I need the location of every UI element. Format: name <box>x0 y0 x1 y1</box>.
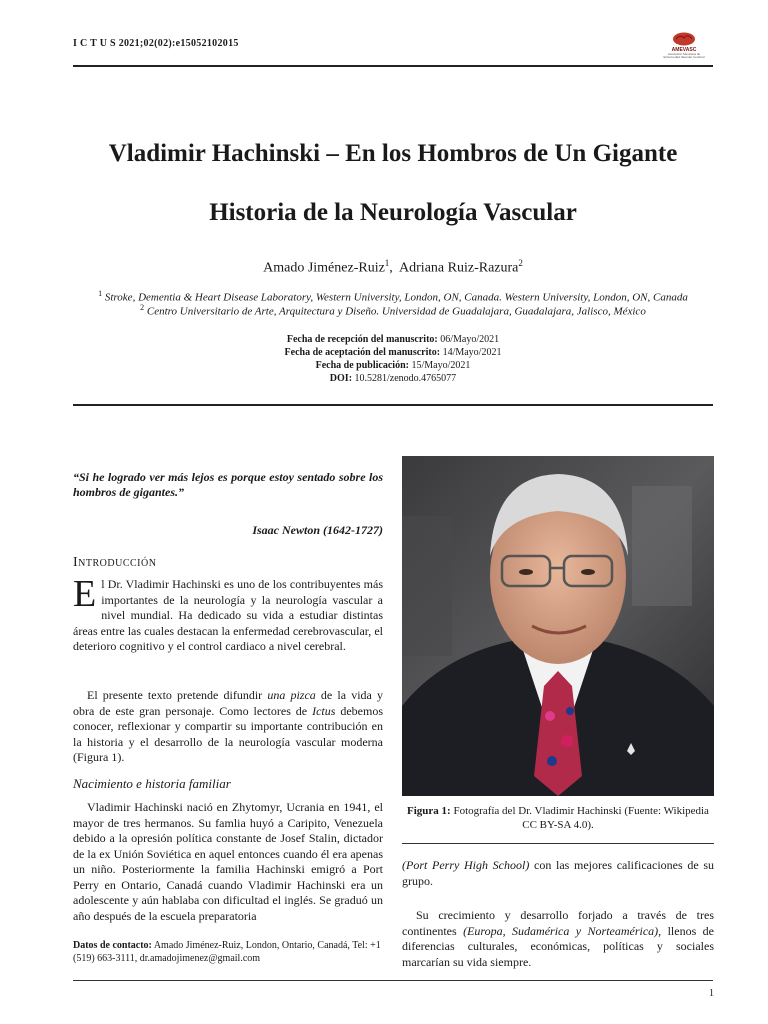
intro-text: l Dr. Vladimir Hachinski es uno de los contribuyentes más importantes de la neurología y la neurología vascular a nivel mundial. Ha dedicado su vida a estudiar distintas áreas entre las cuales destacan la enfermedad cerebrovascular, el deterioro cognitivo y el control cardiaco a nivel cerebral. <box>73 577 383 653</box>
logo-name: AMEVASC <box>671 47 697 53</box>
journal-header: I C T U S 2021;02(02):e15052102015 <box>73 38 239 49</box>
text-run: de la vida y obra de este gran personaje. Como lectores de <box>73 688 383 718</box>
portrait-photo <box>402 456 714 796</box>
author-name: Amado Jiménez-Ruiz <box>263 260 385 276</box>
doi-label: DOI: <box>329 373 353 384</box>
intro-paragraph-1 <box>73 573 383 655</box>
drop-cap: E <box>73 573 97 615</box>
birth-paragraph: Vladimir Hachinski nació en Zhytomyr, Ucrania en 1941, el mayor de tres hermanos. Su famlia huyó a Caripito, Venezuela debido a la opresión política constante de Josef Stalin, dictador de la ex Unión Soviética en aquel entonces cuando él era apenas un niño. Posteriormente la familia Hachinski emigró a Port Perry en Ontario, Canadá cuando Vladimir Hachinski era un adolescente y aún hablaba con dificultad el inglés. Se graduó un año después de la escuela preparatoria <box>73 800 383 923</box>
author-list: Amado Jiménez-Ruiz$^1$, Adriana Ruiz-Razura$^2$ <box>263 258 523 276</box>
text-run: El presente texto pretende difundir <box>87 688 268 702</box>
date-value: 15/Mayo/2021 <box>411 360 471 371</box>
contact-info <box>73 939 383 965</box>
affiliation-text: Stroke, Dementia & Heart Disease Laboratory, Western University, London, ON, Canada. Western University, London, ON, Canada <box>104 291 688 304</box>
affiliation <box>73 289 713 304</box>
text-run: , llenos de diferencias culturales, económicas, políticas y sociales marcarían su vida siempre. <box>402 923 714 969</box>
section-heading-intro: Introducción <box>73 555 157 570</box>
author-name: Adriana Ruiz-Razura <box>399 260 519 276</box>
footer-rule <box>73 980 713 981</box>
contact-text: Amado Jiménez-Ruiz, London, Ontario, Canadá, Tel: +1 (519) 663-3111, dr.amadojimenez@gmail.com <box>73 940 381 964</box>
figure-caption <box>402 804 714 832</box>
affiliation-sup: 1 <box>98 289 103 298</box>
text-run-italic: una pizca <box>267 688 316 702</box>
subsection-heading: Nacimiento e historia familiar <box>73 776 231 791</box>
epigraph-quote: “Si he logrado ver más lejos es porque estoy sentado sobre los hombros de gigantes.” <box>73 470 383 499</box>
text-run: Su crecimiento y desarrollo forjado a través de tres continentes <box>402 908 714 938</box>
figure-rule <box>402 843 714 844</box>
affiliation-text: Centro Universitario de Arte, Arquitectura y Diseño. Universidad de Guadalajara, Guadalajara, Jalisco, México <box>146 305 646 318</box>
portrait-illustration <box>402 456 714 796</box>
journal-logo <box>662 30 706 62</box>
logo-subtitle: Asociación Mexicana de Enfermedad Vascular Cerebral <box>663 52 705 59</box>
date-value: 14/Mayo/2021 <box>442 347 502 358</box>
affiliation-sup: 2 <box>140 303 145 312</box>
epigraph-author: Isaac Newton (1642-1727) <box>252 523 383 537</box>
text-run: con las mejores calificaciones de su grupo. <box>402 858 714 888</box>
contact-label: Datos de contacto: <box>73 940 152 951</box>
date-label: Fecha de aceptación del manuscrito: <box>284 347 441 358</box>
intro-paragraph-2 <box>73 688 383 766</box>
date-value: 06/Mayo/2021 <box>440 334 500 345</box>
right-paragraph-2 <box>402 908 714 970</box>
author-sup: 1 <box>384 258 390 268</box>
doi-link[interactable]: 10.5281/zenodo.4765077 <box>354 373 457 384</box>
affiliation <box>73 303 713 318</box>
article-title: Vladimir Hachinski – En los Hombros de Un Gigante <box>108 140 678 167</box>
page-number: 1 <box>709 988 714 999</box>
right-paragraph-1 <box>402 858 714 889</box>
manuscript-dates <box>73 333 713 385</box>
date-label: Fecha de publicación: <box>315 360 409 371</box>
text-run-italic: (Port Perry High School) <box>402 858 530 872</box>
caption-label: Figura 1: <box>407 805 451 817</box>
section-rule <box>73 404 713 406</box>
text-run: debemos conocer, reflexionar y compartir su importante contribución en la historia y el desarrollo de la neurología vascular moderna (Figura 1). <box>73 703 383 764</box>
text-run-italic: (Europa, Sudamérica y Norteamérica) <box>463 923 659 938</box>
article-subtitle: Historia de la Neurología Vascular <box>209 199 577 226</box>
text-run-italic: Ictus <box>312 703 336 718</box>
brain-icon <box>671 30 697 46</box>
author-sup: 2 <box>518 258 523 268</box>
caption-text: Fotografía del Dr. Vladimir Hachinski (Fuente: Wikipedia CC BY-SA 4.0). <box>453 805 709 831</box>
header-rule <box>73 65 713 67</box>
date-label: Fecha de recepción del manuscrito: <box>286 334 438 345</box>
